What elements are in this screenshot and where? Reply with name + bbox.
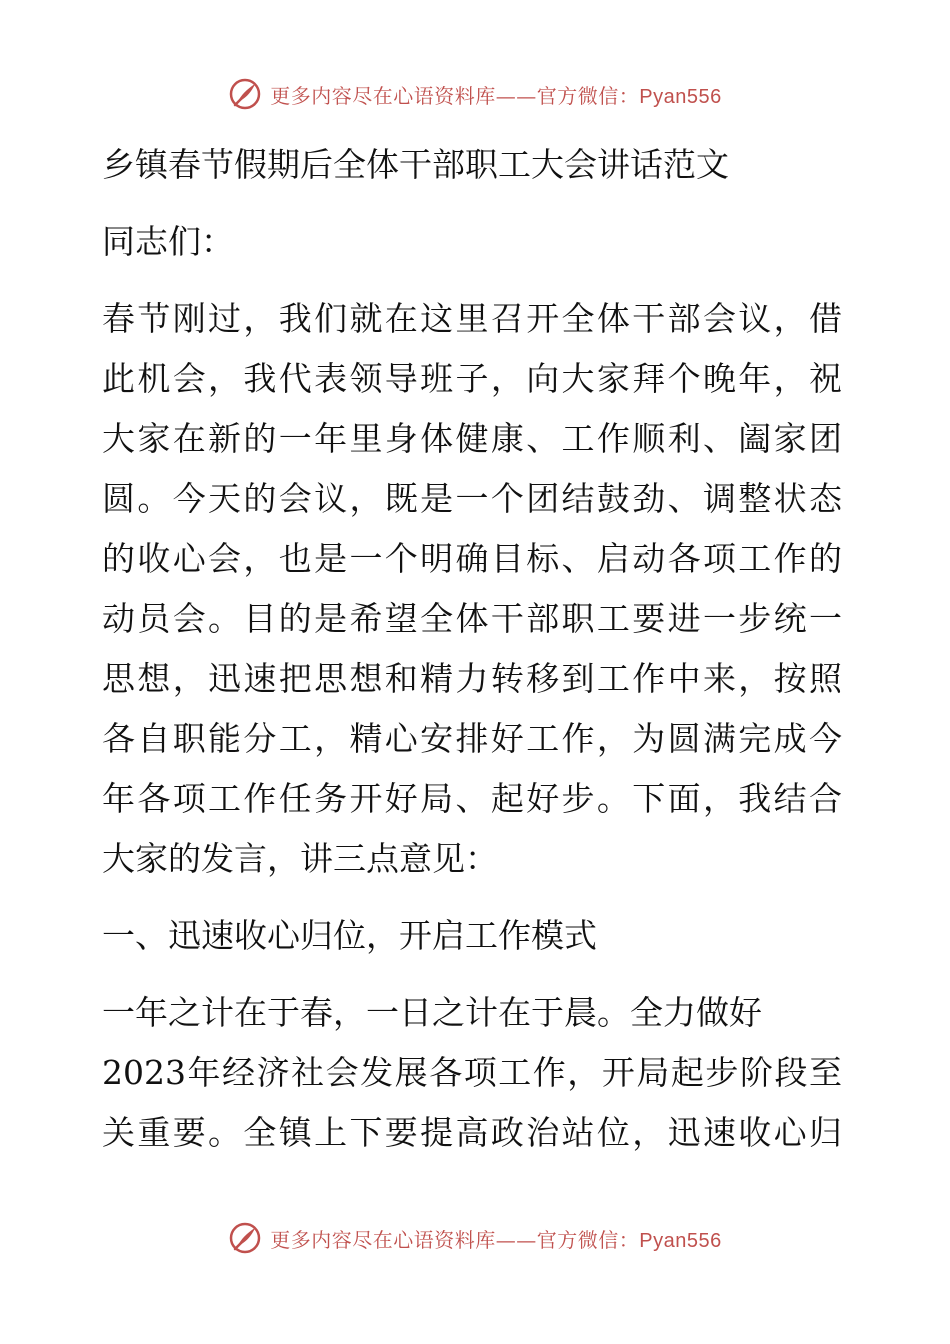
document-title: 乡镇春节假期后全体干部职工大会讲话范文 <box>102 145 729 184</box>
paragraph-line: 春节刚过，我们就在这里召开全体干部会议，借 <box>102 299 842 338</box>
paragraph-line: 此机会，我代表领导班子，向大家拜个晚年，祝 <box>102 359 842 398</box>
footer-watermark-banner <box>0 1218 950 1258</box>
watermark-text: 更多内容尽在心语资料库——官方微信：Pyan556 <box>270 83 722 108</box>
paragraph-line: 2023年经济社会发展各项工作，开局起步阶段至 <box>102 1053 842 1092</box>
paragraph-line: 大家的发言，讲三点意见： <box>102 839 498 878</box>
paragraph-line: 圆。今天的会议，既是一个团结鼓劲、调整状态 <box>102 479 842 518</box>
document-body <box>102 135 842 1163</box>
paragraph-line: 年各项工作任务开好局、起好步。下面，我结合 <box>102 779 842 818</box>
salutation: 同志们： <box>102 222 234 261</box>
paragraph-line: 思想，迅速把思想和精力转移到工作中来，按照 <box>102 659 842 698</box>
paragraph-1 <box>102 289 842 889</box>
paragraph-line: 关重要。全镇上下要提高政治站位，迅速收心归 <box>102 1113 842 1152</box>
paragraph-line: 动员会。目的是希望全体干部职工要进一步统一 <box>102 599 842 638</box>
paragraph-line: 各自职能分工，精心安排好工作，为圆满完成今 <box>102 719 842 758</box>
header-watermark-banner <box>0 74 950 114</box>
section-heading-1: 一、迅速收心归位，开启工作模式 <box>102 916 597 955</box>
paragraph-line: 大家在新的一年里身体健康、工作顺利、阖家团 <box>102 419 842 458</box>
paragraph-line: 的收心会，也是一个明确目标、启动各项工作的 <box>102 539 842 578</box>
quill-logo-icon <box>228 77 262 111</box>
watermark-text: 更多内容尽在心语资料库——官方微信：Pyan556 <box>270 1227 722 1252</box>
paragraph-2 <box>102 983 842 1163</box>
paragraph-line: 一年之计在于春，一日之计在于晨。全力做好 <box>102 993 762 1032</box>
quill-logo-icon <box>228 1221 262 1255</box>
